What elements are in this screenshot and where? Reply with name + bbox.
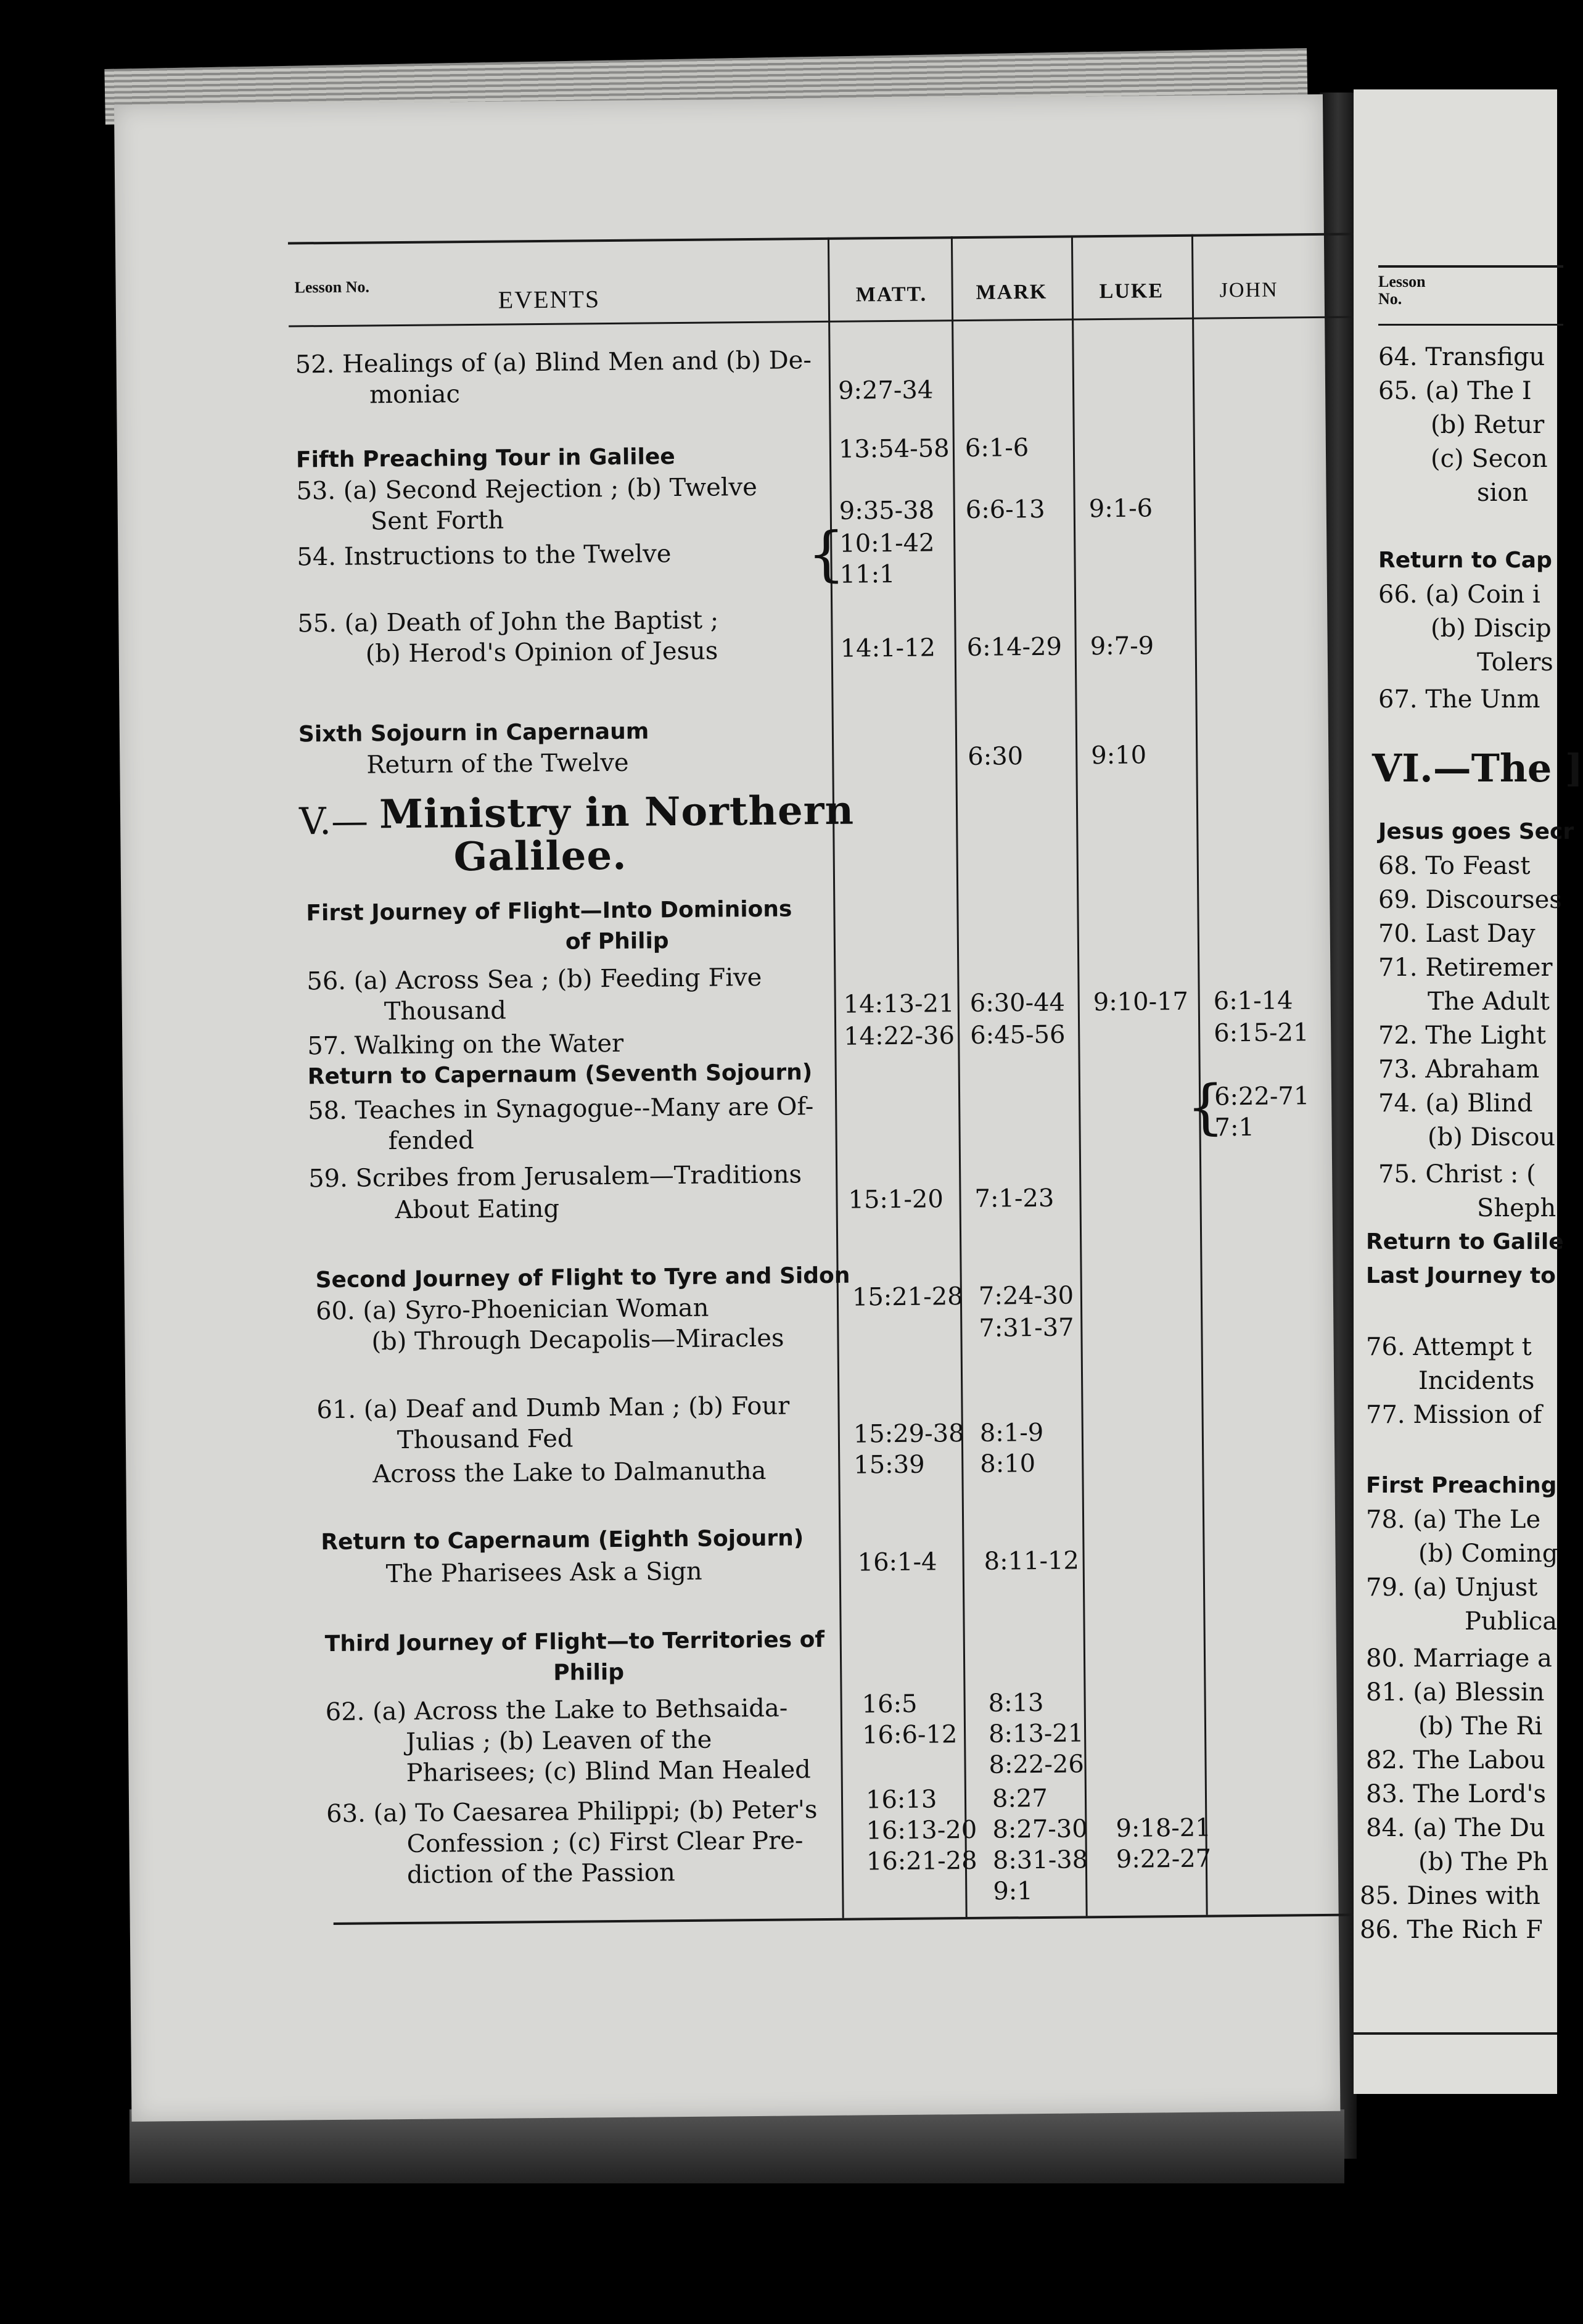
right-line: 66. (a) Coin i [1378,580,1540,609]
lesson-59-line1: 59. Scribes from Jerusalem—Traditions [308,1160,802,1193]
lesson-61-line1: 61. (a) Deaf and Dumb Man ; (b) Four [316,1391,790,1425]
right-table-top-rule [1378,265,1563,268]
right-line: 82. The Labou [1366,1746,1546,1774]
right-line: (b) Discip [1431,614,1552,643]
right-table-bottom-rule [1354,2032,1557,2035]
right-line: Publica [1465,1607,1558,1636]
right-line: Return to Galile [1366,1229,1564,1255]
lesson-57-mark: 6:45-56 [970,1020,1066,1050]
lesson-58-john2: 7:1 [1214,1113,1255,1142]
lesson-63-mark2: 8:27-30 [992,1815,1088,1844]
right-line: (b) Retur [1431,411,1545,439]
right-line: (b) Coming [1418,1539,1558,1568]
lesson-62-mark3: 8:22-26 [989,1750,1084,1779]
lesson-54: 54. Instructions to the Twelve [297,540,672,572]
lesson-61-mark1: 8:1-9 [979,1418,1044,1448]
return-mark: 6:30 [968,742,1024,771]
section-return-seventh: Return to Capernaum (Seventh Sojourn) [307,1060,813,1090]
right-line: 84. (a) The Du [1366,1814,1545,1842]
events-header: EVENTS [498,285,601,314]
luke-header: LUKE [1099,279,1164,303]
right-line: (b) Discou [1428,1123,1556,1152]
brace-54: { [807,519,845,589]
lesson-61-matt2: 15:39 [853,1450,925,1480]
left-page [114,94,1340,2122]
col-rule-mark [951,236,968,1917]
lesson-53-matt: 9:35-38 [839,496,935,525]
lesson-63-line1: 63. (a) To Caesarea Philippi; (b) Peter's [326,1795,818,1829]
return-luke: 9:10 [1091,741,1147,770]
table-bottom-rule [334,1913,1468,1925]
lesson-56-line1: 56. (a) Across Sea ; (b) Feeding Five [306,963,762,996]
right-line: Tolers [1477,648,1553,677]
right-line: The Adult [1428,987,1550,1016]
lesson-63-mark3: 8:31-38 [992,1845,1088,1875]
section-v-number: V.— [298,799,369,844]
lesson-62-line2: Julias ; (b) Leaven of the [405,1725,712,1757]
right-line: 67. The Unm [1378,685,1540,714]
lesson-58-john1: 6:22-71 [1214,1082,1310,1111]
lesson-60-mark2: 7:31-37 [979,1313,1074,1343]
lesson-58-line2: fended [388,1126,474,1156]
lesson-56-line2: Thousand [384,996,507,1026]
lesson-55-matt: 14:1-12 [840,633,936,663]
right-line: 70. Last Day [1378,920,1536,948]
section-second-journey: Second Journey of Flight to Tyre and Sidon [315,1263,850,1293]
lesson-61-matt1: 15:29-38 [853,1419,964,1449]
right-line: (b) The Ri [1418,1712,1543,1741]
mark-header: MARK [976,280,1048,304]
right-line: First Preaching [1366,1473,1557,1498]
lesson-61-line3: Across the Lake to Dalmanutha [372,1456,767,1489]
lesson-53-mark: 6:6-13 [965,495,1045,524]
section-first-journey-line2: of Philip [565,928,669,955]
right-line: 76. Attempt t [1366,1333,1532,1361]
lesson-60-matt: 15:21-28 [852,1282,963,1312]
lesson-61-line2: Thousand Fed [397,1424,574,1455]
lesson-54-matt1: 10:1-42 [839,529,935,558]
lesson-55-mark: 6:14-29 [966,632,1063,662]
return-of-twelve: Return of the Twelve [366,748,629,780]
right-line: 83. The Lord's [1366,1780,1547,1808]
right-line: Jesus goes Secr [1378,819,1574,844]
lesson-59-line2: About Eating [395,1194,560,1225]
right-line: 72. The Light [1378,1021,1546,1050]
lesson-58-line1: 58. Teaches in Synagogue--Many are Of- [308,1092,814,1126]
lesson-63-matt2: 16:13-20 [866,1815,977,1845]
table-top-rule [288,233,1404,245]
right-line: 80. Marriage a [1366,1644,1552,1673]
lesson-63-matt3: 16:21-28 [866,1846,977,1876]
right-page [1354,89,1583,2094]
lesson-62-line3: Pharisees; (c) Blind Man Healed [406,1755,811,1787]
right-line: 64. Transfigu [1378,343,1545,371]
lesson-63-line2: Confession ; (c) First Clear Pre- [406,1826,804,1858]
right-line: 86. The Rich F [1360,1916,1543,1944]
lesson-62-matt2: 16:6-12 [861,1720,958,1750]
lesson-62-mark2: 8:13-21 [988,1719,1084,1749]
right-line: 78. (a) The Le [1366,1506,1541,1534]
lesson-57-john: 6:15-21 [1214,1018,1309,1048]
lesson-56-john: 6:1-14 [1213,986,1293,1016]
lesson-60-line1: 60. (a) Syro-Phoenician Woman [315,1293,709,1326]
right-line: Sheph [1477,1194,1556,1222]
lesson-62-matt1: 16:5 [861,1689,918,1719]
lesson-55-line2: (b) Herod's Opinion of Jesus [365,637,718,669]
right-line: 73. Abraham [1378,1055,1540,1084]
pharisees-matt: 16:1-4 [857,1547,937,1577]
pharisees-mark: 8:11-12 [984,1546,1080,1576]
fifth-tour-matt: 13:54-58 [838,434,950,464]
lesson-57-matt: 14:22-36 [844,1021,955,1051]
section-third-journey-line1: Third Journey of Flight—to Territories of [324,1627,825,1657]
col-rule-luke [1071,235,1088,1916]
section-v-title-line1: Ministry in Northern [379,787,855,838]
pharisees-ask-sign: The Pharisees Ask a Sign [385,1557,702,1589]
section-third-journey-line2: Philip [553,1659,625,1686]
lesson-no-header: Lesson No. [294,278,370,297]
lesson-55-luke: 9:7-9 [1090,632,1154,661]
right-header-rule [1378,324,1563,326]
col-rule-matt [828,237,844,1918]
right-line: 69. Discourses [1378,886,1562,914]
section-return-eighth: Return to Capernaum (Eighth Sojourn) [321,1525,804,1556]
lesson-57: 57. Walking on the Water [307,1029,624,1061]
right-line: 75. Christ : ( [1378,1160,1536,1189]
lesson-53-line2: Sent Forth [370,506,504,536]
right-line: 65. (a) The I [1378,377,1532,405]
lesson-52-line2: moniac [369,380,461,410]
fifth-tour-mark: 6:1-6 [964,434,1029,463]
right-line: Return to Cap [1378,548,1552,573]
lesson-53-line1: 53. (a) Second Rejection ; (b) Twelve [296,472,758,506]
section-sixth-sojourn: Sixth Sojourn in Capernaum [298,719,649,748]
lesson-63-mark1: 8:27 [992,1784,1048,1813]
section-first-journey-line1: First Journey of Flight—Into Dominions [306,896,792,926]
lesson-63-mark4: 9:1 [993,1877,1033,1906]
right-line: 85. Dines with [1360,1882,1540,1910]
lesson-55-line1: 55. (a) Death of John the Baptist ; [297,606,719,638]
lesson-63-luke2: 9:18-21 [1116,1813,1211,1843]
right-line: (b) The Ph [1418,1848,1549,1876]
lesson-62-mark1: 8:13 [988,1688,1044,1718]
lesson-63-matt1: 16:13 [865,1785,937,1815]
right-line: 71. Retiremer [1378,954,1553,982]
lesson-53-luke: 9:1-6 [1088,494,1153,524]
right-line: 77. Mission of [1366,1401,1542,1429]
lesson-56-mark: 6:30-44 [969,988,1066,1018]
lesson-52-line1: 52. Healings of (a) Blind Men and (b) De- [295,346,812,379]
lesson-61-mark2: 8:10 [980,1449,1036,1478]
right-lesson-no-header: Lesson No. [1378,273,1426,308]
right-line: sion [1477,479,1529,507]
lesson-56-matt: 14:13-21 [843,989,955,1019]
page-bottom-edge [130,2109,1344,2183]
right-line: 79. (a) Unjust [1366,1573,1538,1602]
lesson-63-luke3: 9:22-27 [1116,1844,1212,1874]
section-v-title-line2: Galilee. [453,832,627,881]
lesson-62-line1: 62. (a) Across the Lake to Bethsaida- [325,1694,788,1727]
lesson-60-line2: (b) Through Decapolis—Miracles [371,1324,784,1356]
lesson-59-matt: 15:1-20 [848,1185,944,1214]
right-line: Incidents [1418,1367,1535,1395]
header-bottom-rule [289,316,1405,328]
right-line: 74. (a) Blind [1378,1089,1533,1118]
lesson-59-mark: 7:1-23 [974,1184,1055,1213]
matt-header: MATT. [855,282,927,307]
right-line: (c) Secon [1431,445,1548,473]
john-header: JOHN [1219,278,1278,302]
section-fifth-tour: Fifth Preaching Tour in Galilee [295,444,675,473]
lesson-56-luke: 9:10-17 [1093,987,1189,1017]
lesson-54-matt2: 11:1 [839,559,895,589]
lesson-52-matt: 9:27-34 [837,376,934,405]
lesson-63-line3: diction of the Passion [406,1858,675,1889]
right-section-vi: VI.—The ] [1372,746,1583,791]
brace-58: { [1186,1072,1225,1142]
right-line: 68. To Feast [1378,852,1531,880]
lesson-60-mark1: 7:24-30 [978,1281,1074,1311]
right-line: Last Journey to [1366,1263,1556,1288]
right-line: 81. (a) Blessin [1366,1678,1545,1707]
